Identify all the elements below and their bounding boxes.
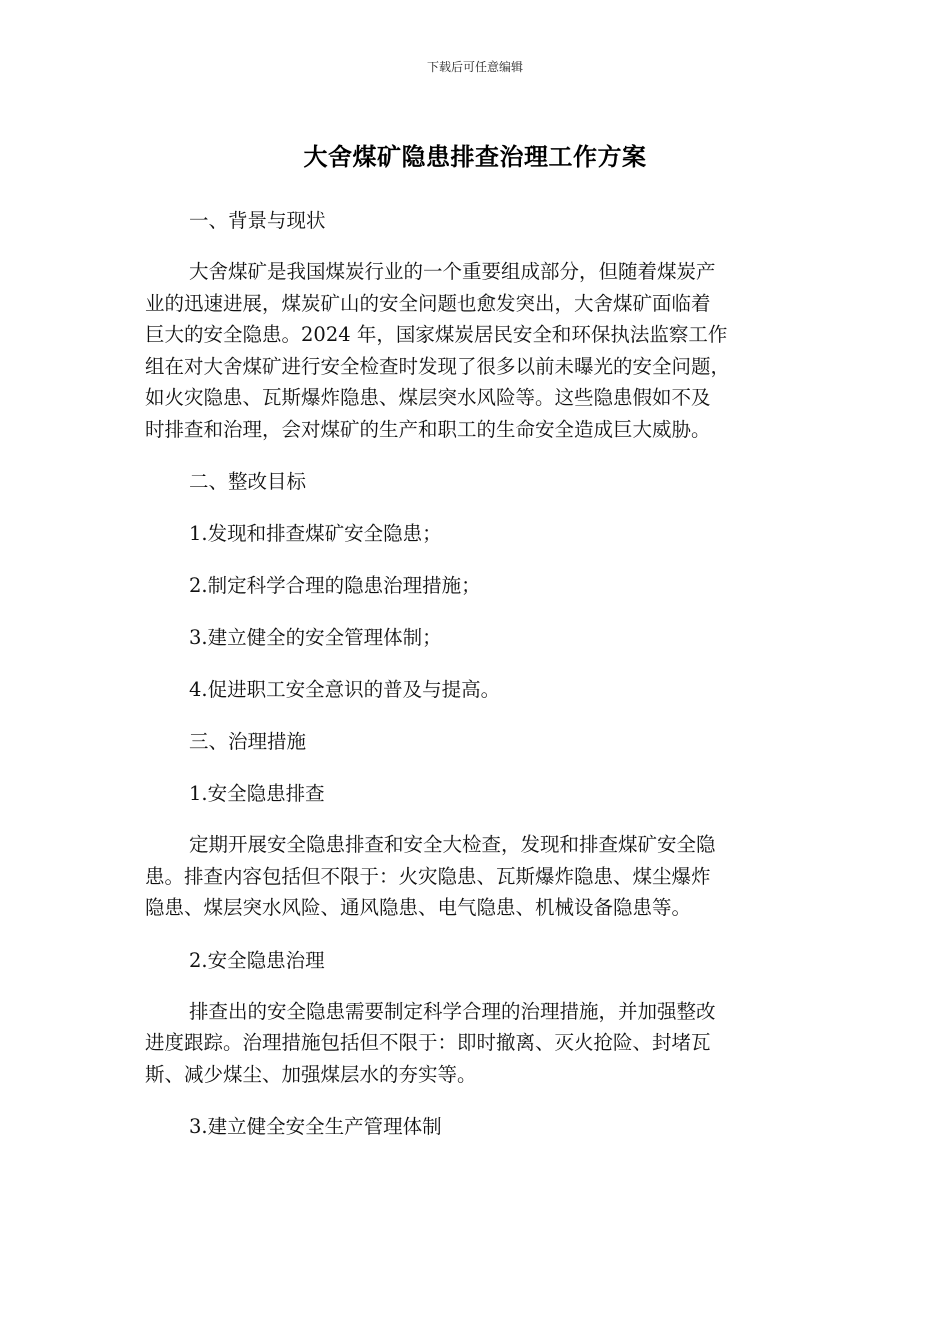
section-heading-background: 一、背景与现状 xyxy=(189,209,326,232)
paragraph-inspection xyxy=(145,829,805,924)
paragraph-background xyxy=(145,256,805,445)
paragraph-line: 隐患、煤层突水风险、通风隐患、电气隐患、机械设备隐患等。 xyxy=(145,896,692,919)
measure-title-management: 3.建立健全安全生产管理体制 xyxy=(189,1115,442,1138)
measure-title-remediation: 2.安全隐患治理 xyxy=(189,948,325,972)
paragraph-line: 业的迅速进展，煤炭矿山的安全问题也愈发突出，大舍煤矿面临着 xyxy=(145,291,711,315)
paragraph-line: 巨大的安全隐患。2024 年，国家煤炭居民安全和环保执法监察工作 xyxy=(145,323,728,346)
paragraph-line: 组在对大舍煤矿进行安全检查时发现了很多以前未曝光的安全问题， xyxy=(145,354,731,378)
paragraph-line: 患。排查内容包括但不限于：火灾隐患、瓦斯爆炸隐患、煤尘爆炸 xyxy=(145,864,711,888)
paragraph-line: 如火灾隐患、瓦斯爆炸隐患、煤层突水风险等。这些隐患假如不及 xyxy=(145,386,711,409)
paragraph-line: 大舍煤矿是我国煤炭行业的一个重要组成部分，但随着煤炭产 xyxy=(189,260,716,283)
paragraph-line: 排查出的安全隐患需要制定科学合理的治理措施，并加强整改 xyxy=(189,999,716,1023)
paragraph-remediation xyxy=(145,996,805,1091)
goal-item: 2.制定科学合理的隐患治理措施； xyxy=(189,574,481,597)
goal-item: 1.发现和排查煤矿安全隐患； xyxy=(189,522,442,545)
paragraph-line: 进度跟踪。治理措施包括但不限于：即时撤离、灭火抢险、封堵瓦 xyxy=(145,1031,711,1054)
section-heading-measures: 三、治理措施 xyxy=(189,730,307,753)
paragraph-line: 时排查和治理，会对煤矿的生产和职工的生命安全造成巨大威胁。 xyxy=(145,417,711,441)
header-note: 下载后可任意编辑 xyxy=(426,60,523,74)
document-body xyxy=(145,204,805,1162)
paragraph-line: 定期开展安全隐患排查和安全大检查，发现和排查煤矿安全隐 xyxy=(189,833,716,856)
measure-title-inspection: 1.安全隐患排查 xyxy=(189,782,325,805)
paragraph-line: 斯、减少煤尘、加强煤层水的夯实等。 xyxy=(145,1062,477,1086)
section-heading-goals: 二、整改目标 xyxy=(189,470,307,493)
goal-item: 4.促进职工安全意识的普及与提高。 xyxy=(189,678,501,701)
goal-item: 3.建立健全的安全管理体制； xyxy=(189,626,442,649)
document-title: 大舍煤矿隐患排查治理工作方案 xyxy=(303,143,647,171)
